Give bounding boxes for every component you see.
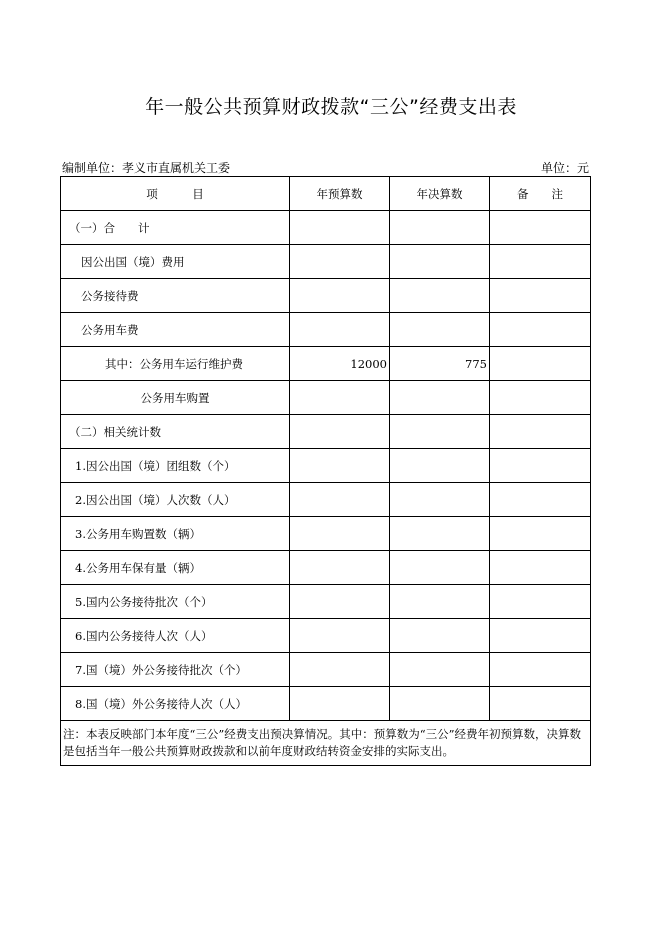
table-row — [61, 313, 591, 347]
row-label: 公务用车费 — [61, 313, 290, 347]
table-row — [61, 687, 591, 721]
page-title: 年一般公共预算财政拨款“三公”经费支出表 — [145, 96, 517, 118]
row-remark — [490, 381, 591, 415]
table-row — [61, 585, 591, 619]
row-label: 6.国内公务接待人次（人） — [61, 619, 290, 653]
row-final — [390, 653, 490, 687]
row-remark — [490, 279, 591, 313]
row-budget: 12000 — [290, 347, 390, 381]
row-remark — [490, 415, 591, 449]
row-remark — [490, 585, 591, 619]
row-final — [390, 517, 490, 551]
row-remark — [490, 313, 591, 347]
row-budget — [290, 483, 390, 517]
table-row — [61, 381, 591, 415]
row-budget — [290, 449, 390, 483]
row-remark — [490, 687, 591, 721]
table-header-row — [61, 177, 591, 211]
note-row — [61, 721, 591, 766]
row-remark — [490, 551, 591, 585]
row-budget — [290, 381, 390, 415]
row-final — [390, 687, 490, 721]
row-final — [390, 449, 490, 483]
table-row — [61, 245, 591, 279]
row-budget — [290, 279, 390, 313]
row-budget — [290, 415, 390, 449]
header-budget: 年预算数 — [290, 177, 390, 211]
row-remark — [490, 347, 591, 381]
row-budget — [290, 245, 390, 279]
row-remark — [490, 653, 591, 687]
currency-unit: 单位：元 — [540, 161, 589, 175]
row-final — [390, 211, 490, 245]
row-final — [390, 415, 490, 449]
table-row — [61, 279, 591, 313]
row-label: 1.因公出国（境）团组数（个） — [61, 449, 290, 483]
row-remark — [490, 449, 591, 483]
row-final — [390, 483, 490, 517]
row-budget — [290, 551, 390, 585]
row-remark — [490, 211, 591, 245]
row-final — [390, 551, 490, 585]
header-item: 项 目 — [61, 177, 290, 211]
row-remark — [490, 619, 591, 653]
row-label: 公务用车购置 — [61, 381, 290, 415]
row-budget — [290, 619, 390, 653]
row-final — [390, 245, 490, 279]
row-budget — [290, 211, 390, 245]
table-row — [61, 415, 591, 449]
row-label: 5.国内公务接待批次（个） — [61, 585, 290, 619]
expense-table — [60, 176, 591, 766]
table-row — [61, 619, 591, 653]
row-label: 7.国（境）外公务接待批次（个） — [61, 653, 290, 687]
row-remark — [490, 245, 591, 279]
row-final — [390, 313, 490, 347]
row-final — [390, 585, 490, 619]
row-budget — [290, 687, 390, 721]
table-row — [61, 551, 591, 585]
row-label: （二）相关统计数 — [61, 415, 290, 449]
row-label: 3.公务用车购置数（辆） — [61, 517, 290, 551]
row-final: 775 — [390, 347, 490, 381]
row-label: 2.因公出国（境）人次数（人） — [61, 483, 290, 517]
row-label: 因公出国（境）费用 — [61, 245, 290, 279]
table-row — [61, 483, 591, 517]
row-final — [390, 279, 490, 313]
row-label: 公务接待费 — [61, 279, 290, 313]
row-budget — [290, 585, 390, 619]
row-budget — [290, 517, 390, 551]
row-label: 8.国（境）外公务接待人次（人） — [61, 687, 290, 721]
header-remark: 备 注 — [490, 177, 591, 211]
compiling-unit: 编制单位：孝义市直属机关工委 — [62, 161, 231, 175]
table-row — [61, 211, 591, 245]
table-row — [61, 449, 591, 483]
row-final — [390, 381, 490, 415]
row-budget — [290, 653, 390, 687]
table-row — [61, 347, 591, 381]
row-final — [390, 619, 490, 653]
row-label: 4.公务用车保有量（辆） — [61, 551, 290, 585]
row-remark — [490, 517, 591, 551]
row-label: （一）合 计 — [61, 211, 290, 245]
row-remark — [490, 483, 591, 517]
table-note: 注：本表反映部门本年度“三公”经费支出预决算情况。其中：预算数为“三公”经费年初预算数，决算数是包括当年一般公共预算财政拨款和以前年度财政结转资金安排的实际支出。 — [61, 721, 591, 766]
header-final: 年决算数 — [390, 177, 490, 211]
row-label: 其中：公务用车运行维护费 — [61, 347, 290, 381]
table-row — [61, 517, 591, 551]
table-row — [61, 653, 591, 687]
row-budget — [290, 313, 390, 347]
